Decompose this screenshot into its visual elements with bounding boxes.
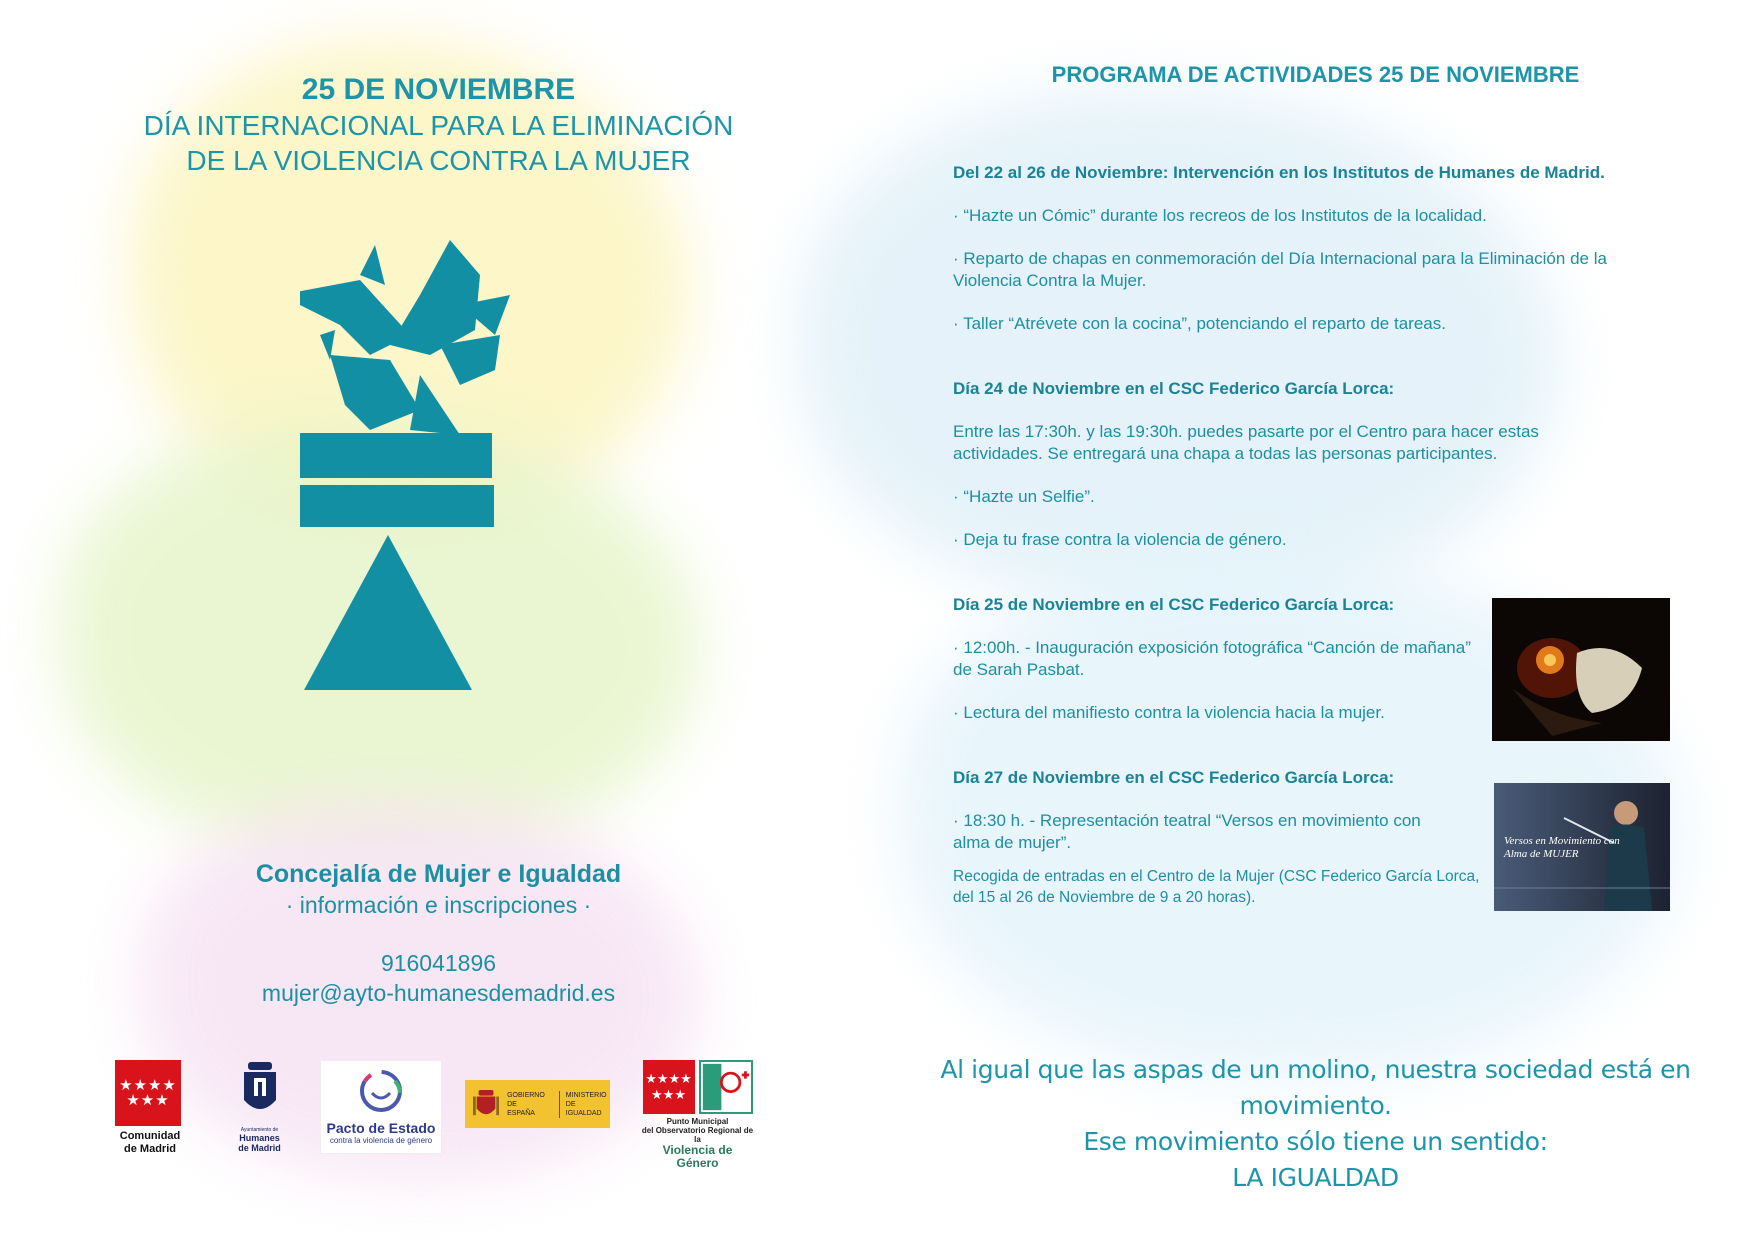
observatorio-symbol-icon — [699, 1060, 753, 1114]
cm-caption-1: Comunidad — [119, 1130, 181, 1142]
pm-caption-1: Punto Municipal — [666, 1117, 729, 1126]
title-line-3: DE LA VIOLENCIA CONTRA LA MUJER — [186, 145, 691, 176]
section-1-heading: Del 22 al 26 de Noviembre: Intervención en los Institutos de Humanes de Madrid. — [953, 163, 1605, 182]
section-3-heading: Día 25 de Noviembre en el CSC Federico García Lorca: — [953, 595, 1395, 614]
theatre-photo-caption: Versos en Movimiento con Alma de MUJER — [1504, 835, 1620, 860]
theatre-photo — [1494, 783, 1670, 911]
section-1-item-2: · Reparto de chapas en conmemoración del Día Internacional para la Eliminación de la Violencia Contra la Mujer. — [953, 249, 1607, 290]
min-caption-2: DE IGUALDAD — [565, 1100, 602, 1117]
exhibition-photo-image — [1492, 598, 1670, 741]
emblem-shard-6 — [330, 355, 420, 430]
section-3-item-1: · 12:00h. - Inauguración exposición fotográfica “Canción de mañana” de Sarah Pasbat. — [953, 638, 1471, 679]
pacto-subtitle: contra la violencia de género — [329, 1136, 433, 1145]
event-title — [0, 72, 877, 178]
section-4-heading: Día 27 de Noviembre en el CSC Federico García Lorca: — [953, 768, 1395, 787]
info-label: · información e inscripciones · — [285, 892, 592, 918]
pacto-ring-icon — [357, 1067, 405, 1115]
contact-block — [0, 858, 877, 1008]
phone-number[interactable]: 916041896 — [380, 950, 497, 976]
min-caption-1: MINISTERIO — [565, 1091, 607, 1099]
humanes-shield-icon — [240, 1060, 280, 1122]
hm-caption-1: Ayuntamiento de — [240, 1127, 279, 1133]
pm-caption-3: Violencia de Género — [662, 1143, 733, 1170]
madrid-stars-icon: ★★★★ ★★★ — [115, 1060, 181, 1126]
emblem-shard-3 — [360, 245, 385, 285]
title-line-2: DÍA INTERNACIONAL PARA LA ELIMINACIÓN — [143, 110, 734, 141]
program-title: PROGRAMA DE ACTIVIDADES 25 DE NOVIEMBRE — [1051, 62, 1580, 87]
gobierno-espana-logo — [465, 1080, 610, 1128]
equality-emblem-icon — [300, 235, 580, 795]
title-date: 25 DE NOVIEMBRE — [301, 73, 576, 106]
section-4-note: Recogida de entradas en el Centro de la Mujer (CSC Federico García Lorca, del 15 al 26 de Noviembre de 9 a 20 horas). — [953, 868, 1480, 906]
org-name: Concejalía de Mujer e Igualdad — [255, 860, 622, 888]
section-2-item-2: · Deja tu frase contra la violencia de género. — [953, 530, 1287, 549]
emblem-shard-8 — [410, 375, 460, 435]
section-2-heading: Día 24 de Noviembre en el CSC Federico García Lorca: — [953, 379, 1395, 398]
sponsor-logos — [115, 1060, 765, 1170]
comunidad-madrid-logo — [115, 1060, 185, 1156]
emblem-bar-top — [300, 433, 492, 478]
section-2-item-1: · “Hazte un Selfie”. — [953, 487, 1095, 506]
spain-crest-icon — [473, 1087, 499, 1121]
section-1-item-1: · “Hazte un Cómic” durante los recreos de los Institutos de la localidad. — [953, 206, 1487, 225]
section-2-intro: Entre las 17:30h. y las 19:30h. puedes pasarte por el Centro para hacer estas actividades. Se entregará una chapa a todas las personas participantes. — [953, 422, 1539, 463]
hm-caption-2: Humanes — [239, 1133, 280, 1143]
emblem-triangle — [304, 535, 472, 690]
slogan — [877, 1052, 1754, 1196]
emblem-bar-bottom — [300, 485, 494, 527]
section-1-item-3: · Taller “Atrévete con la cocina”, potenciando el reparto de tareas. — [953, 314, 1446, 333]
madrid-stars-small-icon: ★★★★ ★★★ — [643, 1060, 695, 1114]
gob-caption-2: DE ESPAÑA — [507, 1100, 535, 1117]
punto-municipal-logo — [640, 1060, 755, 1170]
section-3-item-2: · Lectura del manifiesto contra la violencia hacia la mujer. — [953, 703, 1385, 722]
section-4-item-1: · 18:30 h. - Representación teatral “Versos en movimiento con alma de mujer”. — [953, 811, 1421, 852]
slogan-line-2: Ese movimiento sólo tiene un sentido: — [1083, 1127, 1548, 1156]
hm-caption-3: de Madrid — [238, 1143, 281, 1153]
email-link[interactable]: mujer@ayto-humanesdemadrid.es — [261, 980, 616, 1006]
cm-caption-2: de Madrid — [124, 1143, 176, 1155]
exhibition-photo — [1492, 598, 1670, 741]
pm-caption-2: del Observatorio Regional de la — [641, 1126, 754, 1144]
slogan-line-1: Al igual que las aspas de un molino, nuestra sociedad está en movimiento. — [940, 1055, 1691, 1120]
pacto-title: Pacto de Estado — [326, 1120, 436, 1136]
humanes-logo — [232, 1060, 287, 1153]
slogan-line-3: LA IGUALDAD — [1232, 1163, 1399, 1192]
pacto-estado-logo — [320, 1060, 442, 1154]
gob-caption-1: GOBIERNO — [507, 1091, 545, 1099]
